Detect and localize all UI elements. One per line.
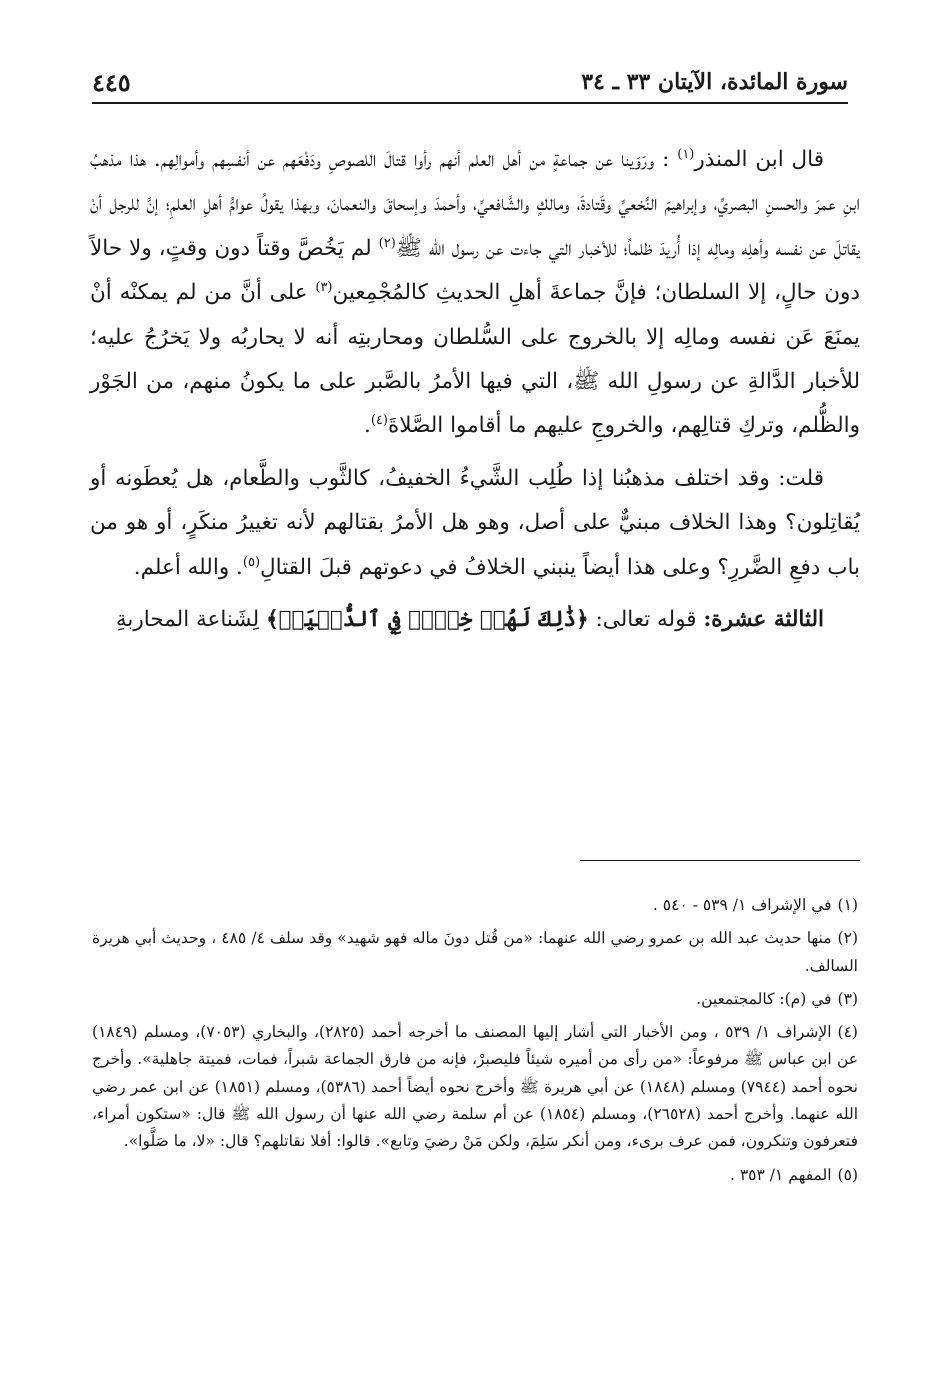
page-header xyxy=(92,62,848,104)
footnote-text: في (م): كالمجتمعين. xyxy=(696,989,832,1008)
footnote-mark: (٢) xyxy=(837,929,858,948)
footnote-ref-5: (٥) xyxy=(242,554,261,570)
footnote-mark: (٤) xyxy=(837,1023,858,1042)
footnote-mark: (٥) xyxy=(837,1165,858,1184)
paragraph-ibn-al-mundhir xyxy=(90,138,860,449)
paragraph-text: لم يَخُصَّ وقتاً دون وقتٍ، ولا حالاً دون حالٍ، إلا السلطان؛ فإنَّ جماعةَ أهلِ الحديثِ كالمُجْمِعين xyxy=(90,235,860,306)
footnote-3 xyxy=(92,986,858,1013)
footnote-ref-3: (٣) xyxy=(315,280,333,296)
paragraph-text: . xyxy=(364,413,371,439)
page-number: ٤٤٥ xyxy=(92,67,131,97)
footnote-4 xyxy=(92,1019,858,1155)
paragraph-qultu xyxy=(90,457,860,590)
paragraph-text: قلت: وقد اختلف مذهبُنا إذا طُلِب الشَّيءُ الخفيفُ، كالثَّوب والطَّعام، هل يُعطَونه أو يُقاتِلون؟ وهذا الخلاف مبنيٌّ على أصل، وهو هل الأمرُ بقتالهم لأنه تغييرُ منكَرٍ، أو هو من باب دفعِ الضَّررِ؟ وعلى هذا أيضاً ينبني الخلافُ في دعوتهم قبلَ القتالِ xyxy=(90,465,860,580)
footnote-2 xyxy=(92,925,858,980)
main-text xyxy=(90,138,860,642)
footnotes xyxy=(92,892,858,1195)
footnote-text: منها حديث عبد الله بن عمرو رضي الله عنهما: «من قُتل دونَ ماله فهو شهيد» وقد سلف ٤/ ٤٨٥ ، وحديث أبي هريرة السالف. xyxy=(92,929,858,975)
footnote-5 xyxy=(92,1162,858,1189)
section-heading: الثالثة عشرة: xyxy=(703,607,824,633)
paragraph-text: قوله تعالى: xyxy=(588,607,704,633)
paragraph-text: لِشَناعة المحاربةِ xyxy=(115,607,266,633)
quran-verse: ﴿ذَٰلِكَ لَهُمۡ خِزۡيٞ فِي ٱلدُّنۡيَاۖ﴾ xyxy=(265,607,589,633)
footnote-divider xyxy=(580,860,860,861)
footnote-1 xyxy=(92,892,858,919)
footnote-ref-4: (٤) xyxy=(370,413,388,429)
footnote-text: المفهم ١/ ٣٥٣ . xyxy=(730,1165,832,1184)
paragraph-lead: قال ابن المنذر xyxy=(694,147,824,172)
footnote-text: في الإشراف ١/ ٥٣٩ - ٥٤٠ . xyxy=(652,896,832,914)
footnote-mark: (٣) xyxy=(837,989,858,1008)
paragraph-text: على أنَّ من لم يمكنْه أنْ يمنَعَ عَن نفسه ومالِه إلا بالخروج على السُّلطان ومحاربتِه أنه لا يحاربُه ولا يَخرُجُ عليه؛ للأخبار الدَّالةِ عن رسولِ الله ﷺ، التي فيها الأمرُ بالصَّبر على ما يكونُ منهم، من الجَوْر والظُّلم، وتركِ قتالِهم، والخروجِ عليهم ما أقاموا الصَّلاةَ xyxy=(90,280,860,439)
paragraph-text: . والله أعلم. xyxy=(133,554,243,580)
running-title: سورة المائدة، الآيتان ٣٣ ـ ٣٤ xyxy=(581,69,848,95)
footnote-text: الإشراف ١/ ٥٣٩ ، ومن الأخبار التي أشار إليها المصنف ما أخرجه أحمد (٢٨٢٥)، والبخاري (٧٠٥٣)، ومسلم (١٨٤٩) عن ابن عباس ﷺ مرفوعاً: «من رأى من أميره شيئاً فليصبرْ، فإنه من فارق الجماعة شبراً، فمات، فميتة جاهلية». وأخرج نحوه أحمد (٧٩٤٤) ومسلم (١٨٤٨) عن أبي هريرة ﷺ وأخرج نحوه أيضاً أحمد (٥٣٨٦)، ومسلم (١٨٥١) عن ابن عمر رضي الله عنهما. وأخرج أحمد (٢٦٥٢٨)، ومسلم (١٨٥٤) عن أم سلمة رضي الله عنها أن رسول الله ﷺ قال: «ستكون أمراء، فتعرفون وتنكرون، فمن عرف برىء، ومن أنكر سَلِمَ، ولكن مَنْ رضيَ وتابع». قالوا: أفلا نقاتلهم؟ قال: «لا، ما صَلَّوا». xyxy=(92,1023,858,1151)
footnote-ref-1: (١) xyxy=(677,146,695,162)
footnote-ref-2: (٢) xyxy=(378,235,396,251)
footnote-mark: (١) xyxy=(837,896,858,914)
paragraph-thirteenth xyxy=(90,598,860,642)
paragraph-text: : ورَوَينا عن جماعةٍ من أهل العلم أنهم رأوا قتالَ اللصوصِ ودَفْعَهم عن أنفسِهم وأموالِهم. هذا مذهبُ ابنِ عمرَ والحسنِ البصريِّ، وإبراهيمَ النَّخعيِّ وقَتادةَ، ومالكٍ والشَّافعيِّ، وأحمدَ وإسحاقَ والنعمانَ، وبهذا يقولُ عوامُّ أهلِ العلمِ؛ إنَّ للرجل أنْ يقاتلَ عن نفسه وأهلِه ومالِه إذا أُريدَ ظلماً؛ للأخبار التي جاءت عن رسول الله ﷺ xyxy=(90,147,860,261)
